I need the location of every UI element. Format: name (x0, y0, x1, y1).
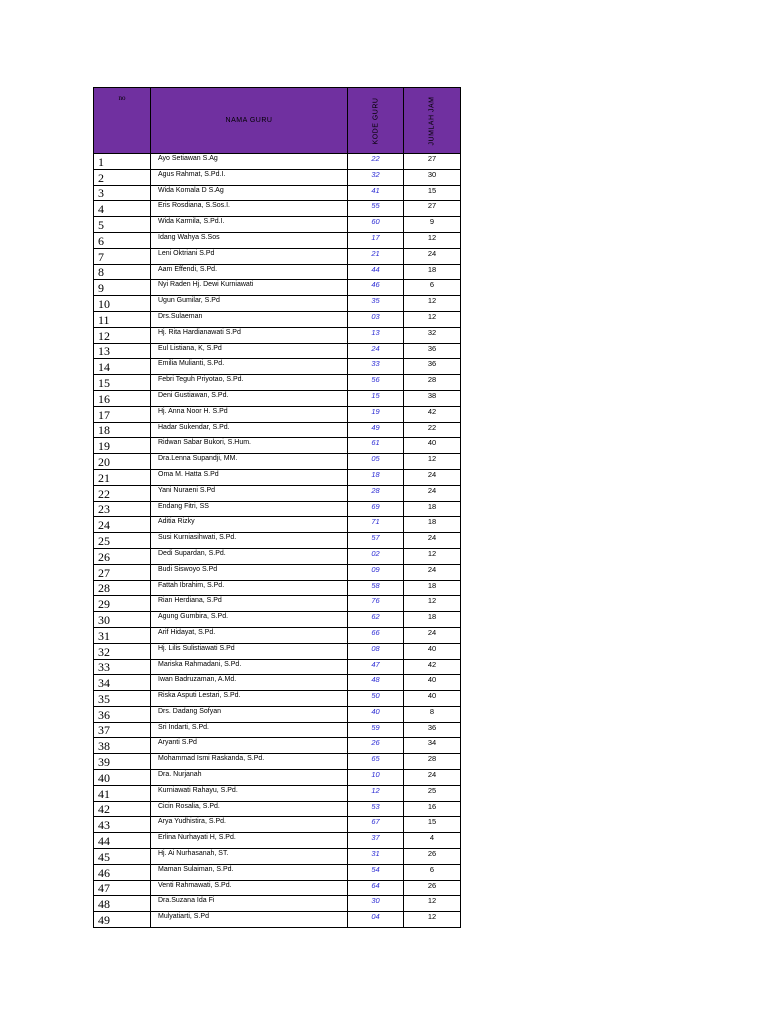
teacher-name: Hj. Lilis Sulistiawati S.Pd (151, 643, 348, 659)
teacher-name: Leni Oktriani S.Pd (151, 248, 348, 264)
row-number: 47 (94, 880, 151, 896)
table-row (94, 454, 461, 470)
teaching-hours: 12 (404, 311, 461, 327)
row-number: 40 (94, 770, 151, 786)
table-row (94, 185, 461, 201)
row-number: 11 (94, 311, 151, 327)
row-number: 33 (94, 659, 151, 675)
row-number: 24 (94, 517, 151, 533)
teacher-name: Fattah Ibrahim, S.Pd. (151, 580, 348, 596)
teacher-code: 09 (348, 564, 404, 580)
teaching-hours: 18 (404, 580, 461, 596)
teacher-name: Wida Karmila, S.Pd.I. (151, 217, 348, 233)
row-number: 42 (94, 801, 151, 817)
teacher-table (93, 87, 461, 928)
teaching-hours: 8 (404, 706, 461, 722)
teaching-hours: 25 (404, 785, 461, 801)
table-row (94, 533, 461, 549)
teacher-name: Sri Indarti, S.Pd. (151, 722, 348, 738)
teaching-hours: 24 (404, 485, 461, 501)
teacher-code: 62 (348, 612, 404, 628)
teacher-name: Ugun Gumilar, S.Pd (151, 296, 348, 312)
row-number: 18 (94, 422, 151, 438)
teaching-hours: 27 (404, 201, 461, 217)
teacher-code: 05 (348, 454, 404, 470)
table-row (94, 754, 461, 770)
teacher-code: 46 (348, 280, 404, 296)
teacher-name: Eul Listiana, K, S.Pd (151, 343, 348, 359)
table-row (94, 343, 461, 359)
teacher-code: 54 (348, 864, 404, 880)
teaching-hours: 32 (404, 327, 461, 343)
teacher-name: Hj. Rita Hardianawati S.Pd (151, 327, 348, 343)
table-row (94, 738, 461, 754)
teaching-hours: 24 (404, 564, 461, 580)
row-number: 29 (94, 596, 151, 612)
teaching-hours: 28 (404, 754, 461, 770)
row-number: 32 (94, 643, 151, 659)
teacher-name: Yani Nuraeni S.Pd (151, 485, 348, 501)
teaching-hours: 30 (404, 169, 461, 185)
table-row (94, 232, 461, 248)
teacher-name: Hadar Sukendar, S.Pd. (151, 422, 348, 438)
teacher-code: 04 (348, 912, 404, 928)
teacher-name: Emilia Mulianti, S.Pd. (151, 359, 348, 375)
teaching-hours: 12 (404, 596, 461, 612)
table-row (94, 801, 461, 817)
table-row (94, 627, 461, 643)
row-number: 4 (94, 201, 151, 217)
row-number: 6 (94, 232, 151, 248)
teaching-hours: 40 (404, 691, 461, 707)
teacher-name: Agus Rahmat, S.Pd.I. (151, 169, 348, 185)
teaching-hours: 36 (404, 343, 461, 359)
table-row (94, 517, 461, 533)
row-number: 14 (94, 359, 151, 375)
row-number: 3 (94, 185, 151, 201)
teacher-code: 31 (348, 849, 404, 865)
teacher-name: Kurniawati Rahayu, S.Pd. (151, 785, 348, 801)
teacher-code: 26 (348, 738, 404, 754)
teaching-hours: 22 (404, 422, 461, 438)
table-row (94, 706, 461, 722)
teacher-name: Dra.Lenna Supandji, MM. (151, 454, 348, 470)
teacher-code: 21 (348, 248, 404, 264)
table-header (94, 88, 461, 154)
teacher-name: Febri Teguh Priyotao, S.Pd. (151, 375, 348, 391)
row-number: 34 (94, 675, 151, 691)
teacher-code: 50 (348, 691, 404, 707)
teacher-code: 03 (348, 311, 404, 327)
row-number: 39 (94, 754, 151, 770)
table-row (94, 422, 461, 438)
teacher-code: 56 (348, 375, 404, 391)
teacher-name: Idang Wahya S.Sos (151, 232, 348, 248)
teacher-name: Aam Effendi, S.Pd. (151, 264, 348, 280)
teacher-code: 49 (348, 422, 404, 438)
teacher-code: 30 (348, 896, 404, 912)
row-number: 30 (94, 612, 151, 628)
row-number: 20 (94, 454, 151, 470)
teacher-name: Deni Gustiawan, S.Pd. (151, 390, 348, 406)
teaching-hours: 15 (404, 185, 461, 201)
teacher-code: 55 (348, 201, 404, 217)
row-number: 5 (94, 217, 151, 233)
teacher-name: Venti Rahmawati, S.Pd. (151, 880, 348, 896)
teaching-hours: 15 (404, 817, 461, 833)
teaching-hours: 24 (404, 533, 461, 549)
teacher-name: Drs. Dadang Sofyan (151, 706, 348, 722)
teaching-hours: 26 (404, 880, 461, 896)
row-number: 21 (94, 469, 151, 485)
teacher-name: Drs.Sulaeman (151, 311, 348, 327)
table-row (94, 770, 461, 786)
table-row (94, 264, 461, 280)
teaching-hours: 24 (404, 469, 461, 485)
teacher-name: Hj. Anna Noor H. S.Pd (151, 406, 348, 422)
table-row (94, 896, 461, 912)
row-number: 16 (94, 390, 151, 406)
teacher-code: 44 (348, 264, 404, 280)
table-row (94, 785, 461, 801)
table-row (94, 154, 461, 170)
teacher-name: Hj. Ai Nurhasanah, ST. (151, 849, 348, 865)
teacher-name: Ayo Setiawan S.Ag (151, 154, 348, 170)
row-number: 10 (94, 296, 151, 312)
row-number: 2 (94, 169, 151, 185)
teacher-code: 19 (348, 406, 404, 422)
table-row (94, 596, 461, 612)
teacher-name: Budi Siswoyo S.Pd (151, 564, 348, 580)
teacher-code: 67 (348, 817, 404, 833)
teacher-name: Riska Asputi Lestari, S.Pd. (151, 691, 348, 707)
row-number: 43 (94, 817, 151, 833)
teacher-code: 57 (348, 533, 404, 549)
teacher-code: 60 (348, 217, 404, 233)
header-nama-guru: NAMA GURU (151, 88, 348, 154)
table-row (94, 675, 461, 691)
teacher-name: Mulyatiarti, S.Pd (151, 912, 348, 928)
row-number: 31 (94, 627, 151, 643)
teacher-code: 53 (348, 801, 404, 817)
teaching-hours: 36 (404, 722, 461, 738)
teaching-hours: 42 (404, 659, 461, 675)
row-number: 49 (94, 912, 151, 928)
teaching-hours: 6 (404, 864, 461, 880)
header-kode-guru-label: KODE GURU (372, 97, 379, 144)
teacher-code: 35 (348, 296, 404, 312)
teacher-code: 61 (348, 438, 404, 454)
table-row (94, 390, 461, 406)
table-row (94, 817, 461, 833)
teacher-name: Eris Rosdiana, S.Sos.I. (151, 201, 348, 217)
teacher-code: 33 (348, 359, 404, 375)
row-number: 13 (94, 343, 151, 359)
row-number: 1 (94, 154, 151, 170)
teaching-hours: 18 (404, 264, 461, 280)
table-row (94, 217, 461, 233)
teacher-code: 32 (348, 169, 404, 185)
row-number: 17 (94, 406, 151, 422)
teaching-hours: 18 (404, 517, 461, 533)
teacher-name: Agung Gumbira, S.Pd. (151, 612, 348, 628)
teaching-hours: 6 (404, 280, 461, 296)
teacher-code: 24 (348, 343, 404, 359)
teacher-name: Mariska Rahmadani, S.Pd. (151, 659, 348, 675)
teacher-code: 66 (348, 627, 404, 643)
teacher-code: 76 (348, 596, 404, 612)
teacher-code: 22 (348, 154, 404, 170)
row-number: 44 (94, 833, 151, 849)
teacher-code: 65 (348, 754, 404, 770)
row-number: 38 (94, 738, 151, 754)
teacher-name: Dedi Supardan, S.Pd. (151, 548, 348, 564)
table-row (94, 864, 461, 880)
teacher-name: Arya Yudhistira, S.Pd. (151, 817, 348, 833)
teacher-name: Mohammad Ismi Raskanda, S.Pd. (151, 754, 348, 770)
table-row (94, 722, 461, 738)
row-number: 48 (94, 896, 151, 912)
row-number: 12 (94, 327, 151, 343)
teacher-code: 59 (348, 722, 404, 738)
teaching-hours: 38 (404, 390, 461, 406)
teaching-hours: 40 (404, 438, 461, 454)
teacher-code: 08 (348, 643, 404, 659)
teaching-hours: 16 (404, 801, 461, 817)
teacher-name: Ridwan Sabar Bukori, S.Hum. (151, 438, 348, 454)
teacher-code: 41 (348, 185, 404, 201)
row-number: 22 (94, 485, 151, 501)
teacher-name: Iwan Badruzaman, A.Md. (151, 675, 348, 691)
row-number: 46 (94, 864, 151, 880)
table-row (94, 849, 461, 865)
teacher-name: Nyi Raden Hj. Dewi Kurniawati (151, 280, 348, 296)
table-row (94, 280, 461, 296)
teacher-name: Rian Herdiana, S.Pd (151, 596, 348, 612)
teacher-name: Aryanti S.Pd (151, 738, 348, 754)
row-number: 25 (94, 533, 151, 549)
header-kode-guru (348, 88, 404, 154)
teacher-code: 02 (348, 548, 404, 564)
teaching-hours: 12 (404, 548, 461, 564)
row-number: 35 (94, 691, 151, 707)
table-row (94, 201, 461, 217)
teaching-hours: 40 (404, 675, 461, 691)
teacher-name: Endang Fitri, SS (151, 501, 348, 517)
table-row (94, 501, 461, 517)
teacher-code: 64 (348, 880, 404, 896)
teaching-hours: 12 (404, 912, 461, 928)
row-number: 28 (94, 580, 151, 596)
teaching-hours: 12 (404, 454, 461, 470)
teaching-hours: 27 (404, 154, 461, 170)
teacher-code: 71 (348, 517, 404, 533)
row-number: 26 (94, 548, 151, 564)
table-row (94, 169, 461, 185)
header-row (94, 88, 461, 154)
teaching-hours: 36 (404, 359, 461, 375)
teacher-name: Cicin Rosalia, S.Pd. (151, 801, 348, 817)
row-number: 45 (94, 849, 151, 865)
teaching-hours: 24 (404, 770, 461, 786)
table-row (94, 833, 461, 849)
row-number: 7 (94, 248, 151, 264)
table-row (94, 311, 461, 327)
header-jumlah-jam (404, 88, 461, 154)
table-row (94, 880, 461, 896)
teaching-hours: 18 (404, 612, 461, 628)
teaching-hours: 28 (404, 375, 461, 391)
teacher-code: 47 (348, 659, 404, 675)
teacher-name: Susi Kurniasihwati, S.Pd. (151, 533, 348, 549)
teacher-code: 69 (348, 501, 404, 517)
row-number: 23 (94, 501, 151, 517)
teaching-hours: 26 (404, 849, 461, 865)
teaching-hours: 34 (404, 738, 461, 754)
table-row (94, 548, 461, 564)
teacher-code: 10 (348, 770, 404, 786)
teacher-code: 37 (348, 833, 404, 849)
teacher-code: 17 (348, 232, 404, 248)
teacher-name: Erlina Nurhayati H, S.Pd. (151, 833, 348, 849)
header-no: no (94, 88, 151, 154)
teacher-name: Dra. Nurjanah (151, 770, 348, 786)
teacher-code: 12 (348, 785, 404, 801)
teacher-code: 48 (348, 675, 404, 691)
teacher-name: Oma M. Hatta S.Pd (151, 469, 348, 485)
row-number: 9 (94, 280, 151, 296)
table-row (94, 327, 461, 343)
row-number: 15 (94, 375, 151, 391)
teaching-hours: 12 (404, 296, 461, 312)
table-row (94, 406, 461, 422)
row-number: 37 (94, 722, 151, 738)
teaching-hours: 4 (404, 833, 461, 849)
table-row (94, 469, 461, 485)
table-row (94, 691, 461, 707)
table-row (94, 485, 461, 501)
teacher-code: 13 (348, 327, 404, 343)
table-row (94, 912, 461, 928)
teacher-code: 15 (348, 390, 404, 406)
teaching-hours: 18 (404, 501, 461, 517)
table-row (94, 248, 461, 264)
teacher-name: Maman Sulaiman, S.Pd. (151, 864, 348, 880)
teaching-hours: 42 (404, 406, 461, 422)
teacher-name: Dra.Suzana Ida Fi (151, 896, 348, 912)
table-body (94, 154, 461, 928)
row-number: 27 (94, 564, 151, 580)
table-row (94, 659, 461, 675)
row-number: 36 (94, 706, 151, 722)
teaching-hours: 12 (404, 232, 461, 248)
row-number: 41 (94, 785, 151, 801)
teaching-hours: 24 (404, 627, 461, 643)
teacher-name: Wida Komala D S.Ag (151, 185, 348, 201)
teacher-name: Aditia Rizky (151, 517, 348, 533)
teacher-code: 28 (348, 485, 404, 501)
table-row (94, 643, 461, 659)
teaching-hours: 12 (404, 896, 461, 912)
table-row (94, 296, 461, 312)
table-row (94, 375, 461, 391)
teaching-hours: 9 (404, 217, 461, 233)
table-row (94, 359, 461, 375)
teacher-code: 40 (348, 706, 404, 722)
table-row (94, 580, 461, 596)
header-jumlah-jam-label: JUMLAH JAM (428, 96, 436, 145)
teaching-hours: 40 (404, 643, 461, 659)
table-row (94, 612, 461, 628)
teacher-code: 18 (348, 469, 404, 485)
teacher-name: Arif Hidayat, S.Pd. (151, 627, 348, 643)
row-number: 19 (94, 438, 151, 454)
table-row (94, 564, 461, 580)
row-number: 8 (94, 264, 151, 280)
teacher-code: 58 (348, 580, 404, 596)
table-row (94, 438, 461, 454)
teaching-hours: 24 (404, 248, 461, 264)
